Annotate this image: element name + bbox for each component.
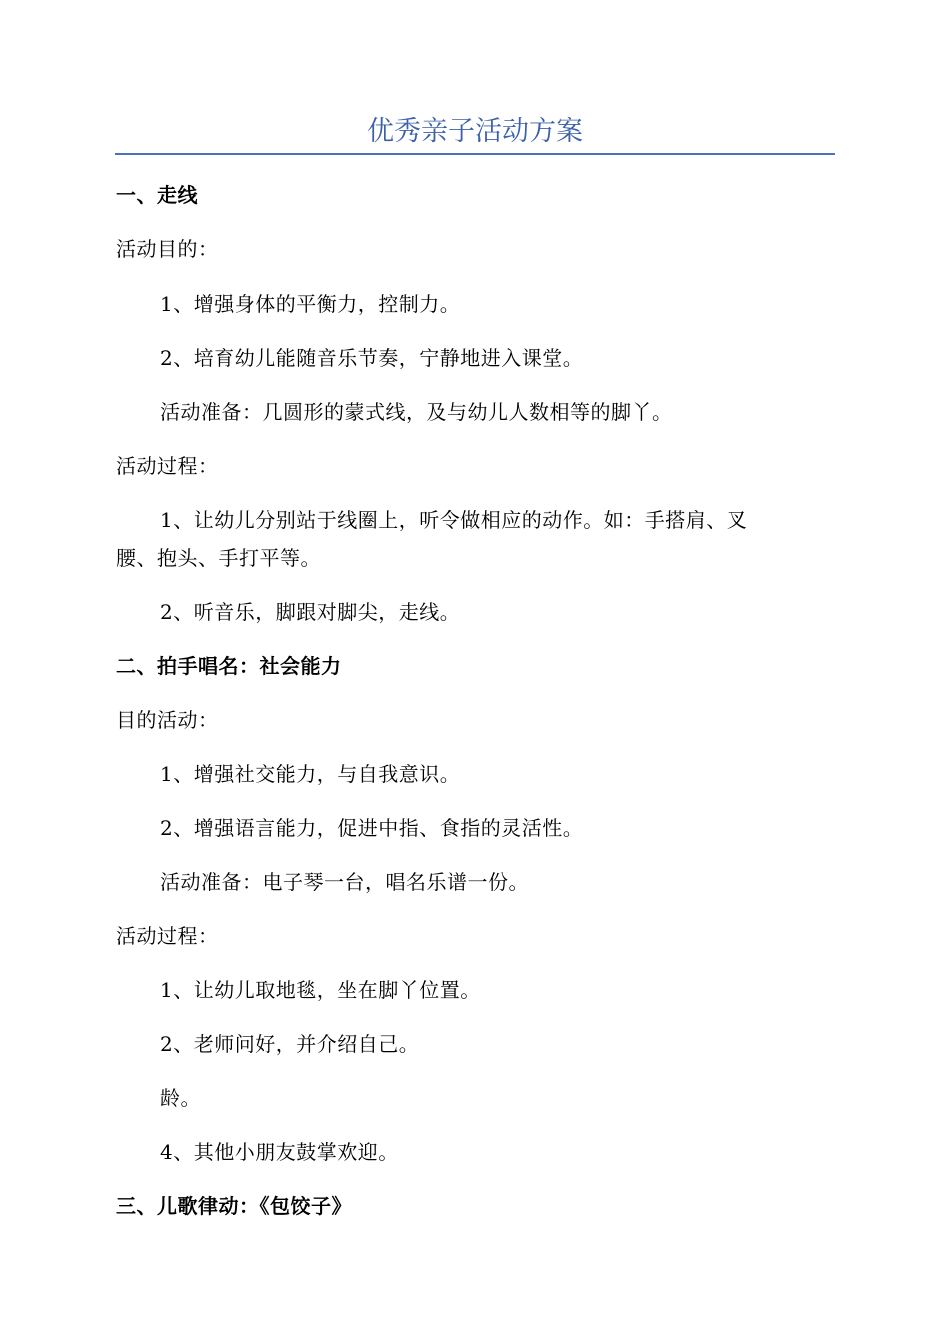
purpose-label: 活动目的： [116, 237, 219, 261]
section-heading: 一、走线 [116, 183, 198, 207]
process-item: 2、听音乐，脚跟对脚尖，走线。 [160, 600, 461, 624]
process-label: 活动过程： [116, 924, 219, 948]
purpose-item: 2、培育幼儿能随音乐节奏，宁静地进入课堂。 [160, 346, 584, 370]
document-title: 优秀亲子活动方案 [367, 116, 583, 147]
process-item: 1、让幼儿分别站于线圈上，听令做相应的动作。如：手搭肩、叉 [160, 508, 748, 532]
section-heading: 二、拍手唱名：社会能力 [116, 654, 342, 678]
purpose-item: 2、增强语言能力，促进中指、食指的灵活性。 [160, 816, 584, 840]
process-item: 4、其他小朋友鼓掌欢迎。 [160, 1140, 399, 1164]
process-item-continued: 腰、抱头、手打平等。 [116, 546, 321, 570]
process-item: 龄。 [160, 1086, 201, 1110]
process-item: 1、让幼儿取地毯，坐在脚丫位置。 [160, 978, 481, 1002]
purpose-item: 1、增强身体的平衡力，控制力。 [160, 292, 461, 316]
title-underline [115, 153, 835, 155]
preparation-text: 活动准备：几圆形的蒙式线，及与幼儿人数相等的脚丫。 [160, 400, 673, 424]
process-item: 2、老师问好，并介绍自己。 [160, 1032, 420, 1056]
purpose-label: 目的活动： [116, 708, 219, 732]
preparation-text: 活动准备：电子琴一台，唱名乐谱一份。 [160, 870, 529, 894]
purpose-item: 1、增强社交能力，与自我意识。 [160, 762, 461, 786]
process-label: 活动过程： [116, 454, 219, 478]
section-heading: 三、儿歌律动：《包饺子》 [116, 1194, 352, 1218]
